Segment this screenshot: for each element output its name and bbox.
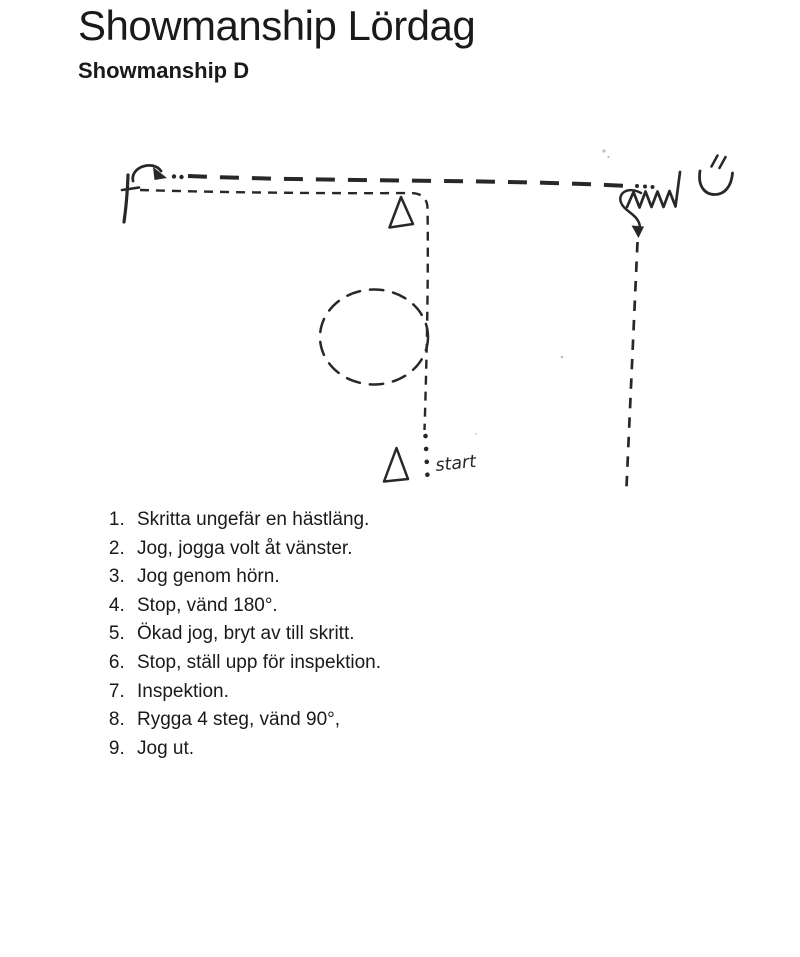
corner-cone-icon <box>390 197 414 228</box>
step-item: 9. Jog ut. <box>130 735 381 764</box>
wall-mark <box>122 175 139 222</box>
upper-dashed-path <box>188 176 655 189</box>
step-item: 4. Stop, vänd 180°. <box>130 592 381 621</box>
entry-dashed-path <box>140 190 428 430</box>
pattern-steps-list <box>78 506 381 763</box>
start-dotted-path <box>426 436 429 487</box>
step-item: 1. Skritta ungefär en hästläng. <box>130 506 381 535</box>
step-item: 8. Rygga 4 steg, vänd 90°, <box>130 706 381 735</box>
step-item: 7. Inspektion. <box>130 678 381 707</box>
step-item: 3. Jog genom hörn. <box>130 563 381 592</box>
step-item: 6. Stop, ställ upp för inspektion. <box>130 649 381 678</box>
section-heading: Showmanship D <box>78 58 250 83</box>
step-item: 2. Jog, jogga volt åt vänster. <box>130 535 381 564</box>
volt-circle <box>320 290 428 385</box>
turn-arrow-icon <box>133 165 184 181</box>
step-item: 5. Ökad jog, bryt av till skritt. <box>130 620 381 649</box>
start-label: start <box>434 451 478 476</box>
right-dashed-path <box>627 242 638 487</box>
page-title: Showmanship Lördag <box>78 2 476 49</box>
smiley-icon <box>700 156 733 195</box>
pattern-diagram <box>0 130 800 495</box>
start-cone-icon <box>384 448 408 482</box>
paper-speck <box>475 149 610 435</box>
